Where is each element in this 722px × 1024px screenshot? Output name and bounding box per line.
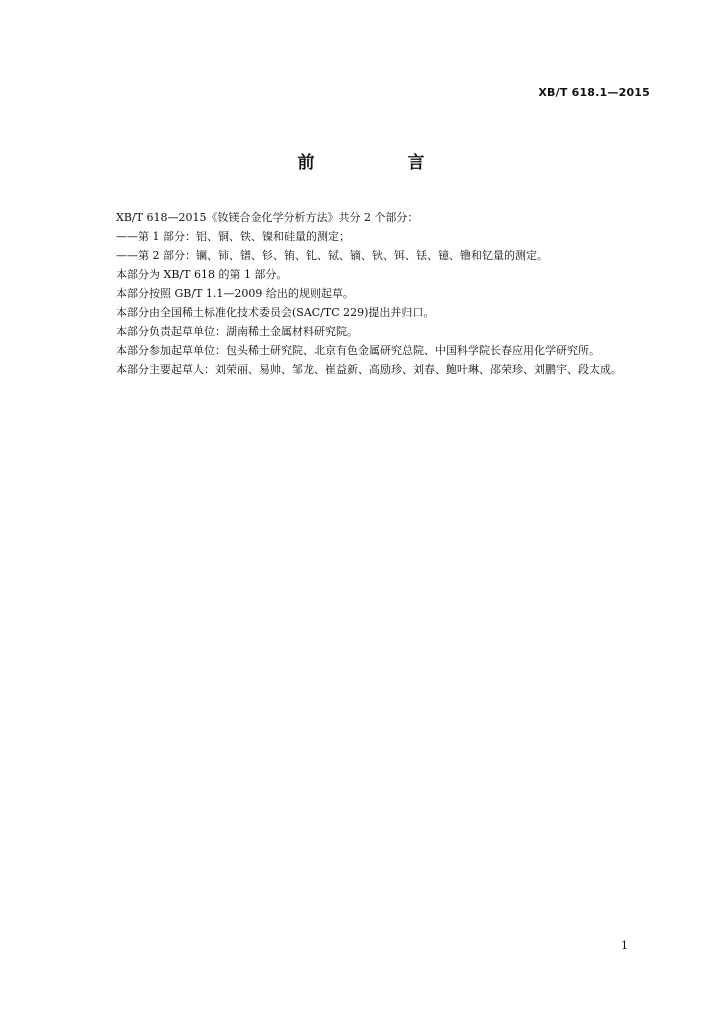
document-code: XB/T 618.1—2015	[538, 86, 650, 99]
paragraph: ——第 2 部分：镧、铈、镨、钐、铕、钆、铽、镝、钬、铒、铥、镱、镥和钇量的测定。	[116, 249, 548, 262]
page-number: 1	[621, 939, 628, 952]
paragraph: 本部分为 XB/T 618 的第 1 部分。	[116, 268, 288, 281]
foreword-body	[116, 208, 656, 379]
paragraph: 本部分参加起草单位：包头稀土研究院、北京有色金属研究总院、中国科学院长春应用化学研究所。	[116, 344, 600, 357]
page-title: 前 言	[297, 153, 463, 173]
paragraph: 本部分负责起草单位：湖南稀土金属材料研究院。	[116, 325, 358, 338]
paragraph: ——第 1 部分：铝、铜、铁、镍和硅量的测定；	[116, 230, 350, 243]
paragraph: 本部分按照 GB/T 1.1—2009 给出的规则起草。	[116, 287, 354, 300]
paragraph: XB/T 618—2015《钕镁合金化学分析方法》共分 2 个部分：	[116, 211, 419, 224]
paragraph: 本部分由全国稀土标准化技术委员会(SAC/TC 229)提出并归口。	[116, 306, 435, 319]
paragraph: 本部分主要起草人：刘荣丽、易帅、邹龙、崔益新、高励珍、刘春、鲍叶琳、邵荣珍、刘鹏宇、段太成。	[116, 363, 622, 376]
